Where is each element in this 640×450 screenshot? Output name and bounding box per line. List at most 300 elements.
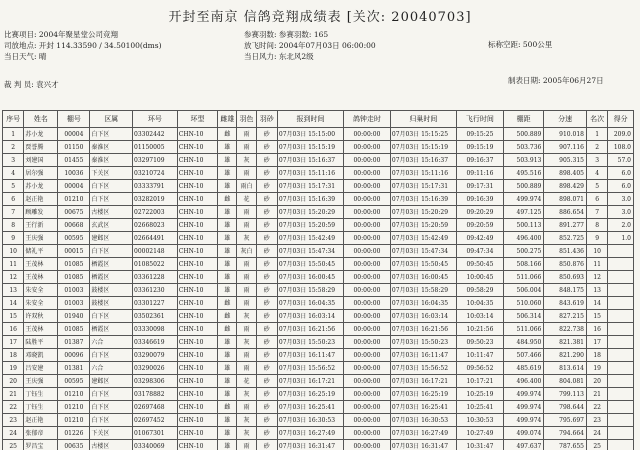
- table-row: [3, 349, 634, 362]
- cell-ring-type: CHN-10: [177, 245, 218, 258]
- cell-loft-no: 00635: [58, 440, 90, 450]
- cell-loft-no: 01381: [58, 362, 90, 375]
- cell-speed: 822.738: [544, 323, 587, 336]
- cell-name: 陆胜平: [24, 336, 58, 349]
- cell-ring-no: 02697452: [133, 414, 178, 427]
- cell-report-time: 07月03日 15:20:29: [277, 206, 343, 219]
- cell-district: 白下区: [90, 310, 133, 323]
- cell-clock-drift: 00:00:00: [344, 336, 391, 349]
- cell-name: 王庆强: [24, 375, 58, 388]
- cell-name: 王茂林: [24, 258, 58, 271]
- table-row: [3, 401, 634, 414]
- cell-distance: 495.516: [503, 167, 544, 180]
- cell-sex: 雄: [218, 180, 237, 193]
- cell-report-time: 07月03日 16:11:47: [277, 349, 343, 362]
- cell-district: 下关区: [90, 167, 133, 180]
- cell-ring-no: 03333791: [133, 180, 178, 193]
- cell-color: 雨: [237, 271, 256, 284]
- cell-ring-type: CHN-10: [177, 284, 218, 297]
- cell-speed: 852.725: [544, 232, 587, 245]
- cell-sex: 雄: [218, 245, 237, 258]
- cell-color: 雨: [237, 297, 256, 310]
- cell-flight-time: 10:25:19: [456, 388, 503, 401]
- table-row: [3, 336, 634, 349]
- cell-ring-type: CHN-10: [177, 128, 218, 141]
- cell-rank: 14: [586, 297, 607, 310]
- cell-score: [608, 271, 634, 284]
- cell-ring-type: CHN-10: [177, 219, 218, 232]
- table-body: [3, 128, 634, 450]
- cell-rank: 25: [586, 440, 607, 450]
- cell-ring-no: 03282019: [133, 193, 178, 206]
- cell-ring-no: 03290026: [133, 362, 178, 375]
- cell-arrival-time: 07月03日 16:25:19: [390, 388, 456, 401]
- cell-name: 王茂林: [24, 271, 58, 284]
- cell-color: 雨: [237, 141, 256, 154]
- cell-ring-no: 03210724: [133, 167, 178, 180]
- cell-arrival-time: 07月03日 15:15:25: [390, 128, 456, 141]
- cell-name: 朱安全: [24, 297, 58, 310]
- cell-loft-no: 00096: [58, 349, 90, 362]
- cell-seq: 4: [3, 167, 24, 180]
- cell-report-time: 07月03日 16:03:14: [277, 310, 343, 323]
- cell-name: 赵正艳: [24, 414, 58, 427]
- cell-score: 3.0: [608, 193, 634, 206]
- cell-ring-no: 01067301: [133, 427, 178, 440]
- cell-distance: 496.400: [503, 232, 544, 245]
- cell-clock-drift: 00:00:00: [344, 401, 391, 414]
- cell-speed: 907.116: [544, 141, 587, 154]
- cell-rank: 20: [586, 375, 607, 388]
- cell-rank: 24: [586, 427, 607, 440]
- cell-rank: 2: [586, 141, 607, 154]
- cell-score: 1.0: [608, 232, 634, 245]
- cell-color: 雨: [237, 258, 256, 271]
- cell-ring-no: 03301227: [133, 297, 178, 310]
- cell-flight-time: 09:15:25: [456, 128, 503, 141]
- cell-report-time: 07月03日 16:31:47: [277, 440, 343, 450]
- cell-loft-no: 01210: [58, 193, 90, 206]
- cell-ring-type: CHN-10: [177, 271, 218, 284]
- table-row: [3, 323, 634, 336]
- cell-color: 雨: [237, 440, 256, 450]
- col-header-ring-no: 环号: [133, 111, 178, 128]
- cell-distance: 506.314: [503, 310, 544, 323]
- cell-speed: 851.436: [544, 245, 587, 258]
- cell-score: [608, 245, 634, 258]
- cell-district: 建邺区: [90, 375, 133, 388]
- cell-report-time: 07月03日 15:20:59: [277, 219, 343, 232]
- cell-speed: 898.071: [544, 193, 587, 206]
- cell-seq: 9: [3, 232, 24, 245]
- col-header-district: 区属: [90, 111, 133, 128]
- table-row: [3, 141, 634, 154]
- cell-district: 鼓楼区: [90, 297, 133, 310]
- cell-rank: 23: [586, 414, 607, 427]
- cell-eye: 砂: [256, 440, 277, 450]
- cell-distance: 503.736: [503, 141, 544, 154]
- cell-seq: 19: [3, 362, 24, 375]
- cell-clock-drift: 00:00:00: [344, 245, 391, 258]
- cell-rank: 12: [586, 271, 607, 284]
- cell-color: 雨: [237, 349, 256, 362]
- cell-clock-drift: 00:00:00: [344, 167, 391, 180]
- release-time: 放飞时间: 2004年07月03日 06:00:00: [244, 41, 376, 50]
- cell-name: 丁钰生: [24, 401, 58, 414]
- cell-seq: 15: [3, 310, 24, 323]
- cell-eye: 砂: [256, 245, 277, 258]
- cell-loft-no: 00004: [58, 180, 90, 193]
- cell-report-time: 07月03日 16:21:56: [277, 323, 343, 336]
- cell-sex: 雄: [218, 258, 237, 271]
- table-row: [3, 128, 634, 141]
- cell-ring-no: 02697468: [133, 401, 178, 414]
- cell-color: 花: [237, 375, 256, 388]
- cell-ring-type: CHN-10: [177, 323, 218, 336]
- cell-loft-no: 00668: [58, 219, 90, 232]
- cell-clock-drift: 00:00:00: [344, 128, 391, 141]
- cell-distance: 496.400: [503, 375, 544, 388]
- cell-seq: 17: [3, 336, 24, 349]
- cell-score: [608, 427, 634, 440]
- cell-ring-no: 03297109: [133, 154, 178, 167]
- cell-name: 储礼平: [24, 245, 58, 258]
- cell-eye: 砂: [256, 219, 277, 232]
- cell-speed: 795.697: [544, 414, 587, 427]
- referee: 裁 判 员: 袁兴才: [4, 80, 59, 89]
- cell-score: 108.0: [608, 141, 634, 154]
- cell-flight-time: 09:15:19: [456, 141, 503, 154]
- cell-ring-no: 02664491: [133, 232, 178, 245]
- cell-flight-time: 10:31:47: [456, 440, 503, 450]
- cell-name: 刘建国: [24, 154, 58, 167]
- table-row: [3, 427, 634, 440]
- cell-color: 雨: [237, 362, 256, 375]
- cell-loft-no: 01226: [58, 427, 90, 440]
- cell-name: 许双秋: [24, 310, 58, 323]
- cell-ring-type: CHN-10: [177, 349, 218, 362]
- cell-flight-time: 10:17:21: [456, 375, 503, 388]
- cell-seq: 14: [3, 297, 24, 310]
- cell-eye: 砂: [256, 180, 277, 193]
- cell-eye: 砂: [256, 232, 277, 245]
- cell-color: 雨: [237, 206, 256, 219]
- table-row: [3, 245, 634, 258]
- cell-flight-time: 09:17:31: [456, 180, 503, 193]
- cell-name: 王行新: [24, 219, 58, 232]
- cell-rank: 22: [586, 401, 607, 414]
- cell-arrival-time: 07月03日 15:11:16: [390, 167, 456, 180]
- cell-score: [608, 310, 634, 323]
- cell-sex: 雄: [218, 141, 237, 154]
- cell-sex: 雄: [218, 219, 237, 232]
- cell-clock-drift: 00:00:00: [344, 323, 391, 336]
- cell-speed: 898.405: [544, 167, 587, 180]
- cell-clock-drift: 00:00:00: [344, 297, 391, 310]
- cell-speed: 886.654: [544, 206, 587, 219]
- cell-flight-time: 09:50:23: [456, 336, 503, 349]
- cell-seq: 12: [3, 271, 24, 284]
- cell-distance: 503.913: [503, 154, 544, 167]
- cell-rank: 4: [586, 167, 607, 180]
- col-header-distance: 棚距: [503, 111, 544, 128]
- table-row: [3, 206, 634, 219]
- cell-flight-time: 10:11:47: [456, 349, 503, 362]
- cell-flight-time: 09:58:29: [456, 284, 503, 297]
- cell-seq: 11: [3, 258, 24, 271]
- cell-sex: 雄: [218, 284, 237, 297]
- cell-distance: 500.889: [503, 128, 544, 141]
- cell-flight-time: 10:30:53: [456, 414, 503, 427]
- cell-name: 吕安建: [24, 362, 58, 375]
- cell-color: 花: [237, 193, 256, 206]
- cell-ring-type: CHN-10: [177, 193, 218, 206]
- cell-rank: 16: [586, 323, 607, 336]
- cell-distance: 500.889: [503, 180, 544, 193]
- cell-district: 白下区: [90, 245, 133, 258]
- cell-ring-type: CHN-10: [177, 427, 218, 440]
- cell-ring-no: 01150005: [133, 141, 178, 154]
- cell-distance: 500.275: [503, 245, 544, 258]
- cell-score: 2.0: [608, 219, 634, 232]
- cell-arrival-time: 07月03日 15:50:23: [390, 336, 456, 349]
- cell-loft-no: 01455: [58, 154, 90, 167]
- cell-ring-type: CHN-10: [177, 141, 218, 154]
- cell-score: [608, 258, 634, 271]
- cell-district: 栖霞区: [90, 271, 133, 284]
- cell-rank: 7: [586, 206, 607, 219]
- cell-clock-drift: 00:00:00: [344, 180, 391, 193]
- table-row: [3, 297, 634, 310]
- table-row: [3, 375, 634, 388]
- table-row: [3, 310, 634, 323]
- cell-flight-time: 09:11:16: [456, 167, 503, 180]
- col-header-score: 得分: [608, 111, 634, 128]
- cell-report-time: 07月03日 15:15:00: [277, 128, 343, 141]
- cell-arrival-time: 07月03日 16:03:14: [390, 310, 456, 323]
- cell-arrival-time: 07月03日 15:56:52: [390, 362, 456, 375]
- cell-sex: 雄: [218, 271, 237, 284]
- cell-score: [608, 375, 634, 388]
- cell-arrival-time: 07月03日 15:58:29: [390, 284, 456, 297]
- table-row: [3, 193, 634, 206]
- cell-eye: 砂: [256, 167, 277, 180]
- cell-district: 秦淮区: [90, 154, 133, 167]
- cell-sex: 雄: [218, 414, 237, 427]
- cell-loft-no: 01150: [58, 141, 90, 154]
- cell-arrival-time: 07月03日 16:27:49: [390, 427, 456, 440]
- cell-speed: 843.619: [544, 297, 587, 310]
- table-row: [3, 388, 634, 401]
- cell-score: [608, 362, 634, 375]
- cell-seq: 18: [3, 349, 24, 362]
- cell-arrival-time: 07月03日 15:20:29: [390, 206, 456, 219]
- cell-seq: 10: [3, 245, 24, 258]
- cell-flight-time: 10:03:14: [456, 310, 503, 323]
- cell-score: 3.0: [608, 206, 634, 219]
- cell-eye: 砂: [256, 154, 277, 167]
- cell-eye: 砂: [256, 193, 277, 206]
- cell-distance: 499.074: [503, 427, 544, 440]
- header-row: [3, 111, 634, 128]
- cell-district: 白下区: [90, 193, 133, 206]
- cell-report-time: 07月03日 16:04:35: [277, 297, 343, 310]
- cell-seq: 21: [3, 388, 24, 401]
- cell-speed: 798.644: [544, 401, 587, 414]
- cell-sex: 雄: [218, 206, 237, 219]
- cell-speed: 821.290: [544, 349, 587, 362]
- cell-arrival-time: 07月03日 16:30:53: [390, 414, 456, 427]
- cell-report-time: 07月03日 16:17:21: [277, 375, 343, 388]
- cell-distance: 506.004: [503, 284, 544, 297]
- cell-sex: 雄: [218, 154, 237, 167]
- cell-name: 丁钰生: [24, 388, 58, 401]
- cell-eye: 砂: [256, 401, 277, 414]
- cell-color: 雨: [237, 167, 256, 180]
- cell-name: 张郁帝: [24, 427, 58, 440]
- cell-distance: 499.974: [503, 414, 544, 427]
- cell-ring-type: CHN-10: [177, 336, 218, 349]
- table-row: [3, 154, 634, 167]
- cell-loft-no: 00015: [58, 245, 90, 258]
- cell-ring-no: 03502361: [133, 310, 178, 323]
- cell-color: 灰: [237, 414, 256, 427]
- cell-name: 苏小龙: [24, 180, 58, 193]
- cell-arrival-time: 07月03日 16:21:56: [390, 323, 456, 336]
- cell-eye: 砂: [256, 414, 277, 427]
- cell-clock-drift: 00:00:00: [344, 440, 391, 450]
- cell-loft-no: 00595: [58, 375, 90, 388]
- cell-loft-no: 01210: [58, 414, 90, 427]
- cell-arrival-time: 07月03日 15:20:59: [390, 219, 456, 232]
- cell-speed: 794.664: [544, 427, 587, 440]
- cell-district: 栖霞区: [90, 258, 133, 271]
- cell-ring-no: 03302442: [133, 128, 178, 141]
- cell-report-time: 07月03日 16:25:41: [277, 401, 343, 414]
- cell-district: 白下区: [90, 388, 133, 401]
- cell-eye: 砂: [256, 284, 277, 297]
- cell-arrival-time: 07月03日 15:47:34: [390, 245, 456, 258]
- cell-clock-drift: 00:00:00: [344, 375, 391, 388]
- cell-score: [608, 349, 634, 362]
- cell-clock-drift: 00:00:00: [344, 141, 391, 154]
- cell-color: 灰: [237, 154, 256, 167]
- cell-flight-time: 09:42:49: [456, 232, 503, 245]
- cell-speed: 827.215: [544, 310, 587, 323]
- cell-report-time: 07月03日 15:47:34: [277, 245, 343, 258]
- cell-ring-type: CHN-10: [177, 297, 218, 310]
- cell-flight-time: 09:47:34: [456, 245, 503, 258]
- cell-name: 罗昌宝: [24, 440, 58, 450]
- cell-arrival-time: 07月03日 15:50:45: [390, 258, 456, 271]
- cell-speed: 804.081: [544, 375, 587, 388]
- cell-arrival-time: 07月03日 15:15:19: [390, 141, 456, 154]
- cell-sex: 雌: [218, 128, 237, 141]
- cell-ring-type: CHN-10: [177, 310, 218, 323]
- cell-seq: 8: [3, 219, 24, 232]
- table-date: 制表日期: 2005年06月27日: [508, 76, 604, 85]
- cell-name: 顾雕发: [24, 206, 58, 219]
- cell-color: 灰: [237, 427, 256, 440]
- cell-report-time: 07月03日 15:15:19: [277, 141, 343, 154]
- cell-clock-drift: 00:00:00: [344, 154, 391, 167]
- cell-color: 雨: [237, 128, 256, 141]
- cell-flight-time: 10:00:45: [456, 271, 503, 284]
- col-header-report-time: 报到时间: [277, 111, 343, 128]
- cell-sex: 雄: [218, 362, 237, 375]
- results-table: [2, 110, 634, 450]
- col-header-clock-drift: 鸽钟走时: [344, 111, 391, 128]
- col-header-eye: 羽砂: [256, 111, 277, 128]
- cell-score: [608, 401, 634, 414]
- col-header-seq: 序号: [3, 111, 24, 128]
- cell-speed: 910.018: [544, 128, 587, 141]
- cell-flight-time: 09:20:59: [456, 219, 503, 232]
- cell-name: 苏小龙: [24, 128, 58, 141]
- cell-district: 玄武区: [90, 219, 133, 232]
- cell-district: 建邺区: [90, 232, 133, 245]
- cell-ring-no: 01085022: [133, 258, 178, 271]
- cell-ring-type: CHN-10: [177, 154, 218, 167]
- cell-report-time: 07月03日 15:17:31: [277, 180, 343, 193]
- cell-flight-time: 09:56:52: [456, 362, 503, 375]
- table-row: [3, 440, 634, 450]
- cell-ring-type: CHN-10: [177, 401, 218, 414]
- cell-rank: 6: [586, 193, 607, 206]
- cell-name: 邓晓凯: [24, 349, 58, 362]
- cell-district: 秦淮区: [90, 141, 133, 154]
- cell-district: 古楼区: [90, 206, 133, 219]
- col-header-speed: 分速: [544, 111, 587, 128]
- cell-district: 六合: [90, 336, 133, 349]
- cell-speed: 787.655: [544, 440, 587, 450]
- cell-score: [608, 440, 634, 450]
- table-row: [3, 232, 634, 245]
- cell-ring-no: 03330098: [133, 323, 178, 336]
- cell-flight-time: 10:27:49: [456, 427, 503, 440]
- cell-rank: 18: [586, 349, 607, 362]
- cell-loft-no: 01003: [58, 297, 90, 310]
- cell-sex: 雌: [218, 297, 237, 310]
- cell-rank: 21: [586, 388, 607, 401]
- cell-district: 古楼区: [90, 440, 133, 450]
- cell-flight-time: 09:20:29: [456, 206, 503, 219]
- cell-eye: 砂: [256, 375, 277, 388]
- cell-ring-no: 00002148: [133, 245, 178, 258]
- cell-loft-no: 01940: [58, 310, 90, 323]
- cell-name: 居尔强: [24, 167, 58, 180]
- cell-sex: 雄: [218, 167, 237, 180]
- cell-ring-type: CHN-10: [177, 440, 218, 450]
- cell-score: 209.0: [608, 128, 634, 141]
- cell-sex: 雄: [218, 427, 237, 440]
- cell-clock-drift: 00:00:00: [344, 206, 391, 219]
- cell-clock-drift: 00:00:00: [344, 271, 391, 284]
- cell-score: [608, 323, 634, 336]
- cell-ring-type: CHN-10: [177, 362, 218, 375]
- cell-district: 栖霞区: [90, 323, 133, 336]
- cell-name: 朱安全: [24, 284, 58, 297]
- cell-score: [608, 336, 634, 349]
- cell-seq: 1: [3, 128, 24, 141]
- cell-report-time: 07月03日 15:16:37: [277, 154, 343, 167]
- table-row: [3, 258, 634, 271]
- cell-loft-no: 00675: [58, 206, 90, 219]
- cell-sex: 雄: [218, 349, 237, 362]
- cell-eye: 砂: [256, 362, 277, 375]
- cell-seq: 22: [3, 401, 24, 414]
- cell-clock-drift: 00:00:00: [344, 349, 391, 362]
